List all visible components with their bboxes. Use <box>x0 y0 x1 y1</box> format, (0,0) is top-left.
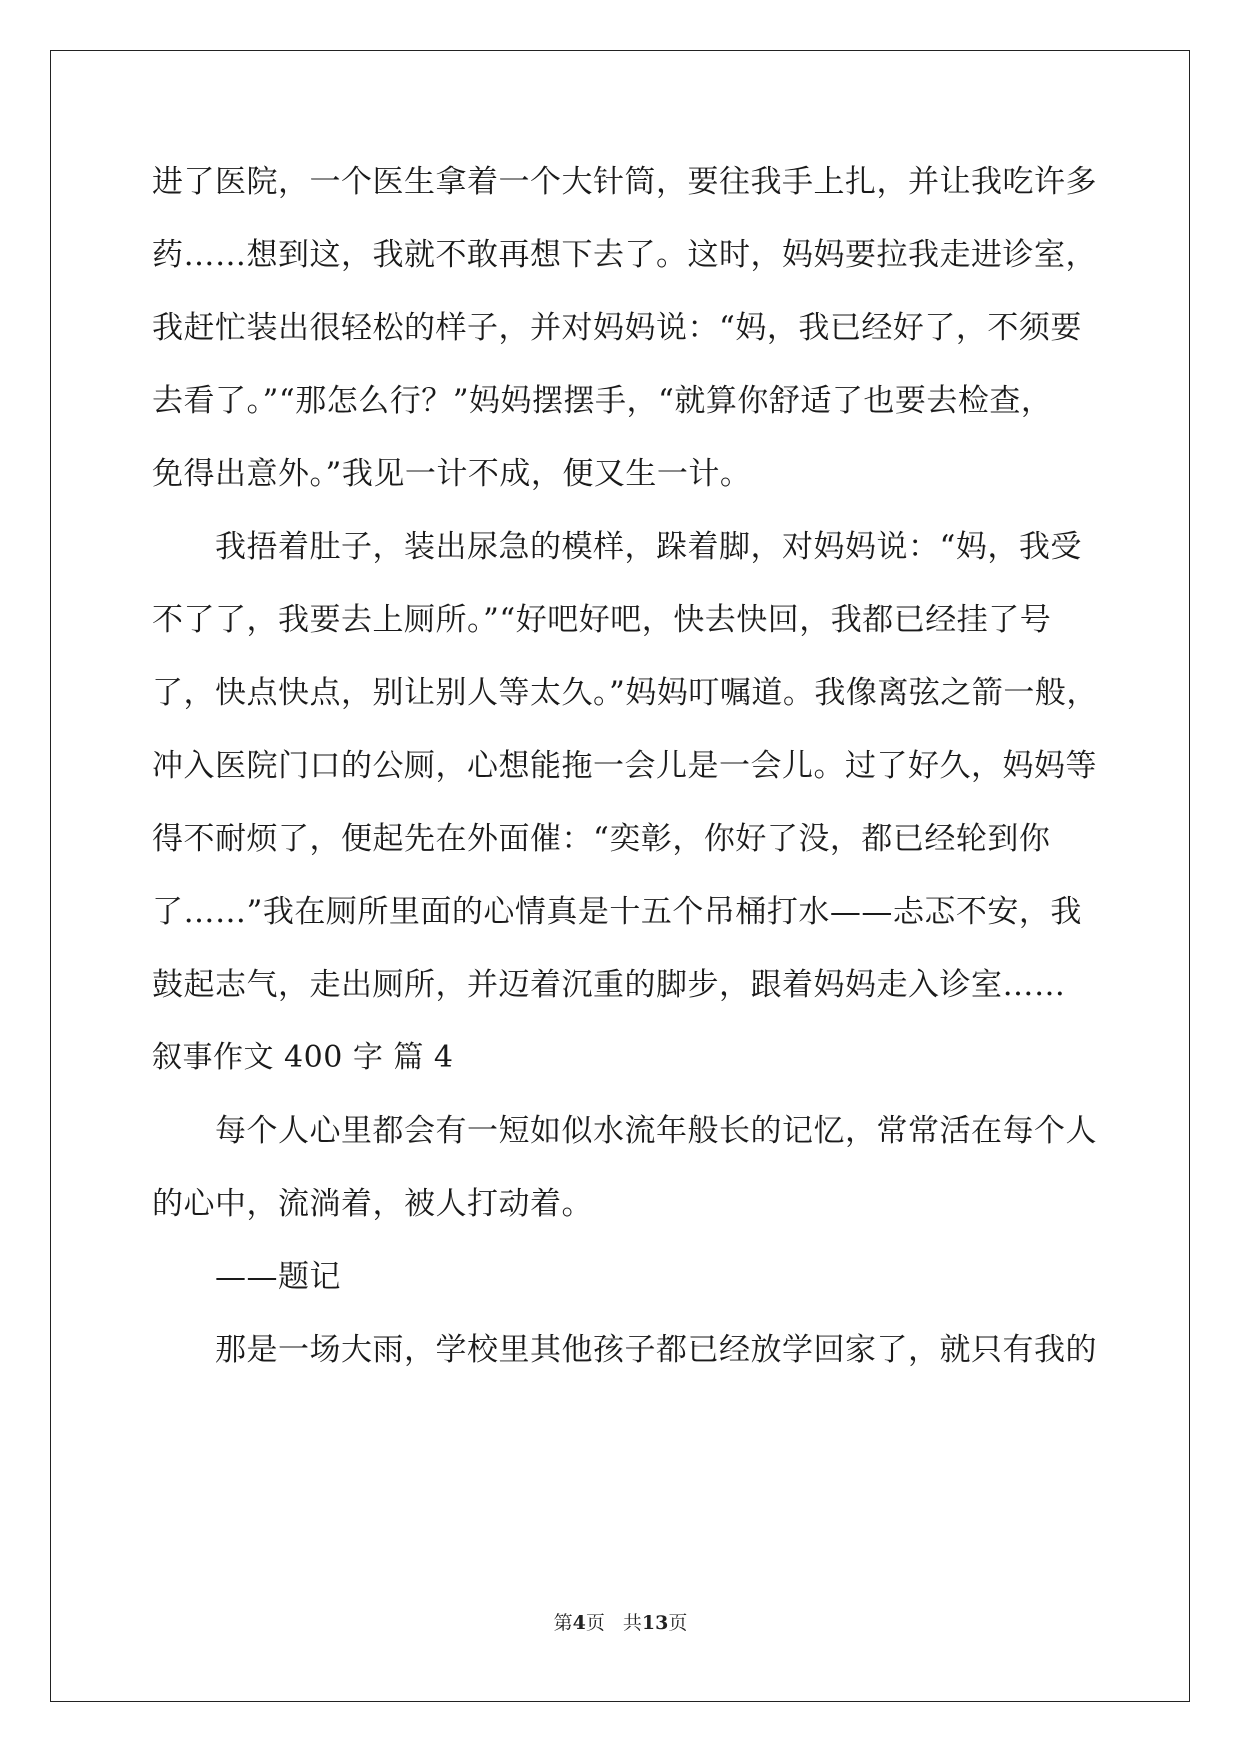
total-pages-number: 13 <box>641 1612 669 1634</box>
text-line: 我赶忙装出很轻松的样子，并对妈妈说：“妈，我已经好了，不须要 <box>152 310 1082 346</box>
paragraph-first-line: 我捂着肚子，装出尿急的模样，跺着脚，对妈妈说：“妈，我受 <box>215 529 1082 565</box>
paragraph-first-line: 每个人心里都会有一短如似水流年般长的记忆，常常活在每个人 <box>215 1113 1097 1149</box>
footer-prefix: 第 <box>553 1612 573 1634</box>
paragraph-first-line: 那是一场大雨，学校里其他孩子都已经放学回家了，就只有我的 <box>215 1332 1097 1368</box>
footer-total-unit: 页 <box>668 1612 688 1634</box>
text-line: 了……”我在厕所里面的心情真是十五个吊桶打水——忐忑不安，我 <box>152 894 1082 930</box>
text-line: 冲入医院门口的公厕，心想能拖一会儿是一会儿。过了好久，妈妈等 <box>152 748 1097 784</box>
current-page-number: 4 <box>572 1612 586 1634</box>
text-line: 免得出意外。”我见一计不成，便又生一计。 <box>152 456 752 492</box>
text-line: 药……想到这，我就不敢再想下去了。这时，妈妈要拉我走进诊室， <box>152 237 1097 273</box>
text-line: 进了医院，一个医生拿着一个大针筒，要往我手上扎，并让我吃许多 <box>152 164 1097 200</box>
text-line: 的心中，流淌着，被人打动着。 <box>152 1186 593 1222</box>
text-line: 得不耐烦了，便起先在外面催：“奕彰，你好了没，都已经轮到你 <box>152 821 1051 857</box>
text-line: 鼓起志气，走出厕所，并迈着沉重的脚步，跟着妈妈走入诊室…… <box>152 967 1066 1003</box>
section-heading: 叙事作文 400 字 篇 4 <box>152 1040 454 1075</box>
page-border <box>50 50 1190 1702</box>
epigraph-attribution: ——题记 <box>215 1259 341 1295</box>
text-line: 去看了。”“那怎么行？”妈妈摆摆手，“就算你舒适了也要去检查， <box>152 383 1053 419</box>
text-line: 了，快点快点，别让别人等太久。”妈妈叮嘱道。我像离弦之箭一般， <box>152 675 1098 711</box>
footer-page-unit: 页 <box>585 1612 605 1634</box>
text-line: 不了了，我要去上厕所。”“好吧好吧，快去快回，我都已经挂了号 <box>152 602 1052 638</box>
page-footer <box>0 1611 1241 1635</box>
footer-total-prefix: 共 <box>622 1612 642 1634</box>
